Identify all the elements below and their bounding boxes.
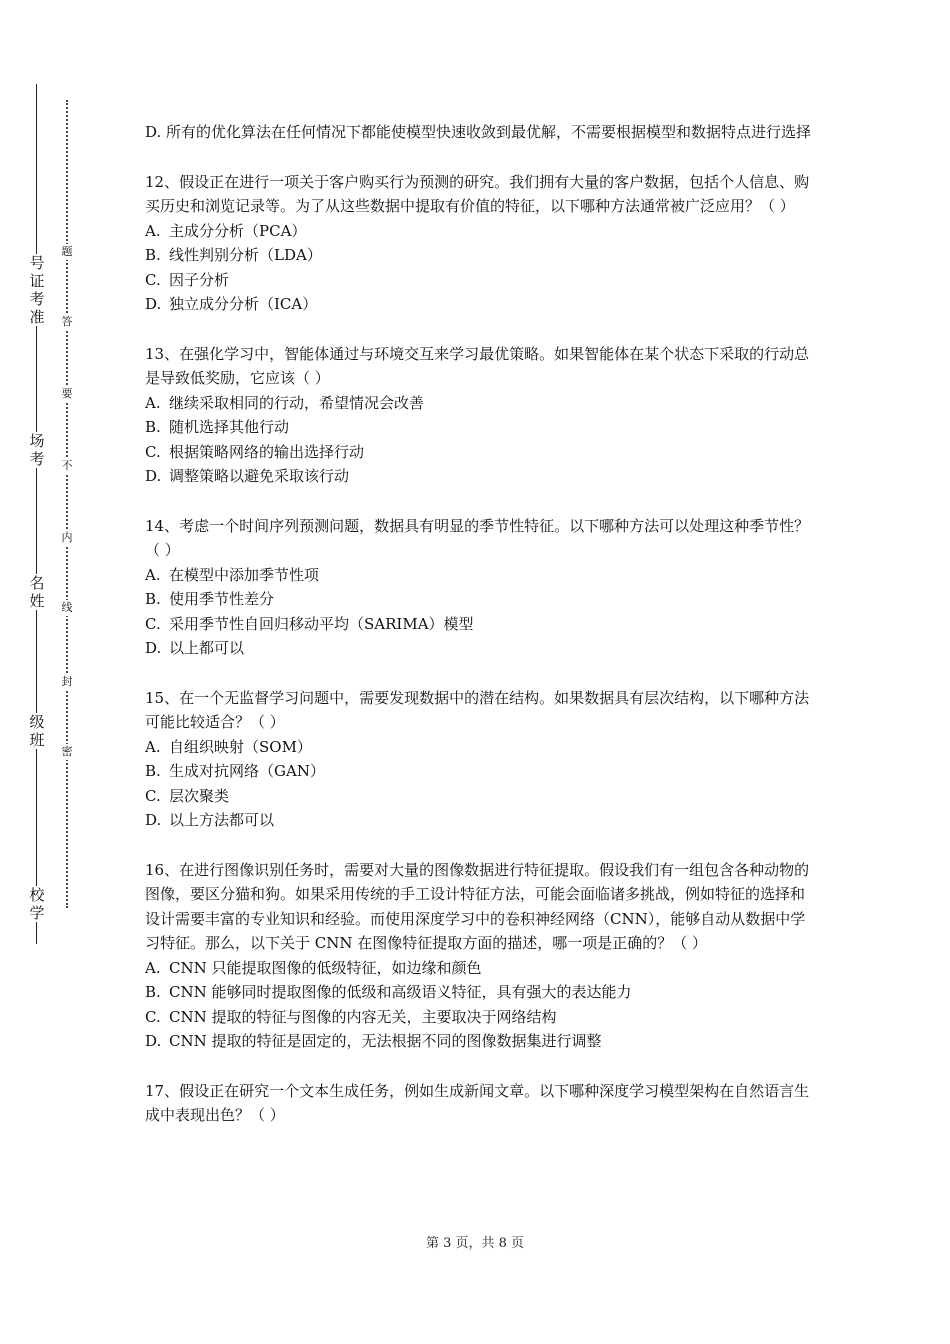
option-b: B. 随机选择其他行动 [145,418,290,436]
option-b: B. CNN 能够同时提取图像的低级和高级语义特征，具有强大的表达能力 [145,983,632,1001]
page-number: 第 3 页，共 8 页 [425,1236,525,1251]
option-b: B. 线性判别分析（LDA） [145,246,322,264]
question-content [145,120,815,1153]
name-label: 名 姓 [24,574,50,610]
option-a: A. CNN 只能提取图像的低级特征，如边缘和颜色 [145,958,482,977]
question-15 [145,686,815,833]
question-stem: 17、假设正在研究一个文本生成任务，例如生成新闻文章。以下哪种深度学习模型架构在自然语言生成中表现出色？（ ） [145,1081,810,1124]
school-label: 校 学 [24,886,50,922]
binding-margin [0,0,110,1344]
seal-char: 要 [58,386,76,402]
exam-number-label: 号 证 考 准 [24,254,50,326]
question-stem: 13、在强化学习中，智能体通过与环境交互来学习最优策略。如果智能体在某个状态下采取的行动总是导致低奖励，它应该（ ） [145,344,810,387]
option-b: B. 使用季节性差分 [145,590,275,608]
question-16 [145,858,815,1054]
option-a: A. 继续采取相同的行动，希望情况会改善 [145,393,425,412]
seal-char: 线 [58,600,76,616]
seal-char: 内 [58,530,76,546]
question-13 [145,342,815,489]
lead-option: D. 所有的优化算法在任何情况下都能使模型快速收敛到最优解，不需要根据模型和数据特点进行选择 [145,123,812,141]
question-14 [145,514,815,661]
option-d: D. CNN 提取的特征是固定的，无法根据不同的图像数据集进行调整 [145,1032,602,1050]
option-c: C. 采用季节性自回归移动平均（SARIMA）模型 [145,614,474,633]
option-c: C. 根据策略网络的输出选择行动 [145,442,365,461]
question-stem: 16、在进行图像识别任务时，需要对大量的图像数据进行特征提取。假设我们有一组包含各种动物的图像，要区分猫和狗。如果采用传统的手工设计特征方法，可能会面临诸多挑战，例如特征的选择和设计需要丰富的专业知识和经验。而使用深度学习中的卷积神经网络（CNN），能够自动从数据中学习特征。那么，以下关于 CNN 在图像特征提取方面的描述，哪一项是正确的？（ ） [145,860,810,952]
binding-solid-line [36,84,37,944]
question-17 [145,1079,815,1128]
option-d: D. 以上方法都可以 [145,811,275,829]
seal-char: 不 [58,458,76,474]
option-a: A. 自组织映射（SOM） [145,737,312,756]
seal-dotted-line [66,100,68,908]
lead-option-block [145,120,815,145]
option-c: C. 层次聚类 [145,786,230,805]
question-stem: 15、在一个无监督学习问题中，需要发现数据中的潜在结构。如果数据具有层次结构，以下哪种方法可能比较适合？（ ） [145,688,810,731]
seal-char: 答 [58,314,76,330]
question-stem: 14、考虑一个时间序列预测问题，数据具有明显的季节性特征。以下哪种方法可以处理这种季节性？（ ） [145,516,810,559]
exam-room-label: 场 考 [24,432,50,468]
option-d: D. 独立成分分析（ICA） [145,295,318,313]
option-b: B. 生成对抗网络（GAN） [145,762,325,780]
option-d: D. 以上都可以 [145,639,245,657]
option-d: D. 调整策略以避免采取该行动 [145,467,350,485]
seal-char: 密 [58,744,76,760]
option-a: A. 主成分分析（PCA） [145,221,307,240]
seal-char: 题 [58,244,76,260]
option-c: C. CNN 提取的特征与图像的内容无关，主要取决于网络结构 [145,1007,557,1026]
question-12 [145,170,815,317]
seal-char: 封 [58,674,76,690]
class-label: 级 班 [24,713,50,749]
option-a: A. 在模型中添加季节性项 [145,565,320,584]
option-c: C. 因子分析 [145,270,230,289]
question-stem: 12、假设正在进行一项关于客户购买行为预测的研究。我们拥有大量的客户数据，包括个人信息、购买历史和浏览记录等。为了从这些数据中提取有价值的特征，以下哪种方法通常被广泛应用？（ ） [145,172,810,215]
